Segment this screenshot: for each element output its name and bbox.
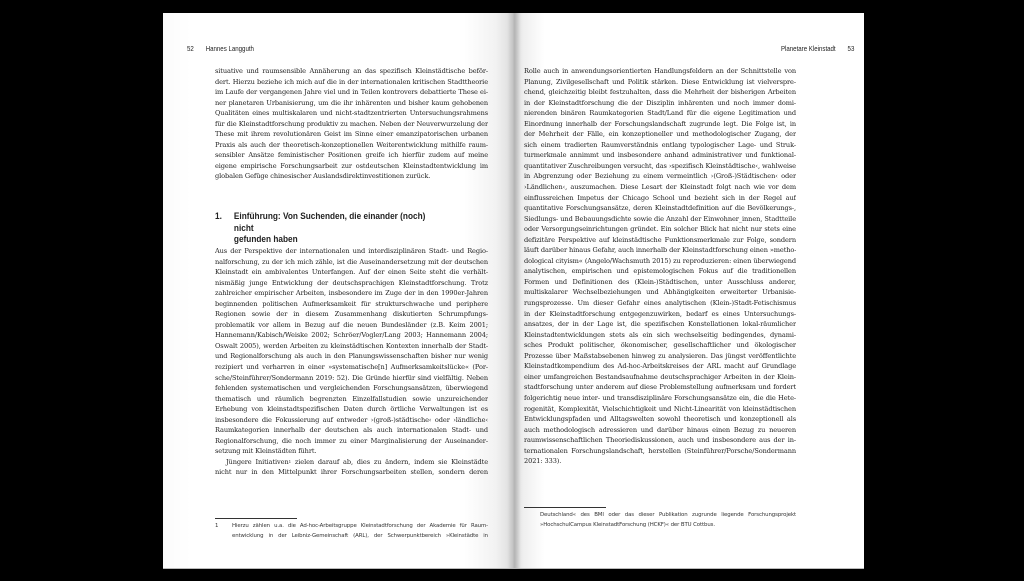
text-line: chend, gleichzeitig bleibt festzuhalten, dass die Mehrheit der bisherigen Arbeiten	[524, 88, 796, 97]
text-line: turmerkmale annimmt und insbesondere anhand administrativer und funktional-	[524, 151, 796, 160]
text-line: rezipiert und verharren in einer »systematische[n] Aufmerksamkeitslücke« (Por-	[215, 363, 488, 372]
text-line: in Abgrenzung oder Beziehung zu einem vermeintlich ›(Groß-)Städtischen‹ oder	[524, 172, 796, 181]
text-line: nicht nur in den Mittelpunkt ihrer Forschungsarbeiten stellen, sondern deren	[215, 468, 488, 477]
text-line: Praxis als auch der theoretisch-konzeptionellen Weiterentwicklung mithilfe raum-	[215, 140, 488, 149]
footnote-reference[interactable]: 1	[288, 458, 292, 464]
text-line: Kleinstadt ein ambivalentes Unterfangen. Auf der einen Seite steht die verhält-	[215, 268, 488, 277]
book-gutter	[507, 13, 521, 568]
footnote-continuation	[540, 510, 796, 530]
text-line: läuft darüber hinaus Gefahr, auch innerhalb der Kleinstadtforschung einen »metho-	[524, 246, 796, 255]
text-line: Erhebung von kleinstadtspezifischen Daten durch örtliche Verwaltungen ist es	[215, 405, 488, 414]
text-line: Entwicklungspfaden und Alltagswelten sowohl theoretisch und konzeptionell als	[524, 415, 796, 424]
text-line: 2021: 333).	[524, 457, 562, 466]
text-line: einer umfangreichen Bestandsaufnahme deutschsprachiger Arbeiten in der Klein-	[524, 372, 796, 381]
running-head-right	[781, 44, 854, 53]
text-line: Qualitäten eines multiskalaren und nicht-stadtzentrierten Untersuchungsrahmens	[215, 109, 488, 118]
text-line: für die Kleinstadtforschung produktiv zu machen. Neben der Neuverwurzelung der	[215, 119, 488, 128]
text-line: in der Kleinstadtforschung entgegenzuwirken, bedarf es eines Untersuchungs-	[524, 309, 796, 318]
text-line: ansatzes, der in der Lage ist, die spezifischen Konstellationen lokal-räumlicher	[524, 320, 796, 329]
text-line: Oswalt 2005), werden Arbeiten zu kleinstädtischen Kontexten innerhalb der Stadt-	[215, 341, 488, 350]
text-line: These mit ihrem revolutionären Geist im Sinne einer emanzipatorischen urbanen	[215, 130, 488, 139]
footnote-line: »HochschulCampus KleinstadtForschung (HCKF)« der BTU Cottbus.	[540, 522, 715, 528]
text-line: raumwissenschaftlichen Theoriediskussionen, auch und insbesondere aus der in-	[524, 436, 796, 445]
text-line: Aus der Perspektive der internationalen und interdisziplinären Stadt- und Regio-	[215, 247, 488, 255]
body-paragraph	[524, 66, 796, 467]
text-line: Kleinstadtkompendium des Ad-hoc-Arbeitskreises der ARL macht auf Grundlage	[524, 362, 796, 371]
text-line: fehlenden systematischen und vergleichenden Forschungsansätzen, überwiegend	[215, 384, 488, 393]
text-line: Planung, Zivilgesellschaft und Politik stärken. Diese Entwicklung ist vielverspre-	[524, 77, 796, 86]
intro-paragraph	[215, 66, 488, 182]
text-line: Regionalforschung, die noch immer zu einer Marginalisierung der Auseinander-	[215, 436, 488, 445]
running-head-title: Planetare Kleinstadt	[780, 44, 836, 53]
text-line: beginnenden politischen Aufmerksamkeit für strukturschwache und periphere	[215, 299, 488, 308]
text-line: sensibler Ansätze feministischer Positionen greife ich hierfür zudem auf meine	[215, 151, 488, 160]
text-line: ner planetaren Urbanisierung, um die ihr inhärenten und bisher kaum gehobenen	[215, 98, 488, 107]
text-line: nierenden binären Raumkategorien Stadt/Land für die eigene Legitimation und	[524, 109, 796, 118]
text-line: sches Produkt politischer, ökonomischer, gesellschaftlicher und ökologischer	[524, 341, 796, 350]
text-line: problematik vor allem in Bezug auf die neuen Bundesländer (z.B. Keim 2001;	[215, 320, 488, 329]
text-line: rogenität, Komplexität, Vielschichtigkeit und Nicht-Linearität von kleinstädtischen	[524, 404, 796, 413]
text-line: sche/Steinführer/Sondermann 2019: 52). Die Gründe hierfür sind vielfältig. Neben	[215, 373, 488, 382]
text-line: Rolle auch in anwendungsorientierten Handlungsfeldern an der Schnittstelle von	[524, 67, 796, 75]
text-line: auch methodologisch adressieren und darüber hinaus einen Bezug zu neueren	[524, 425, 796, 434]
text-line: sich einem tradierten Raumverständnis entlang typologischer Lage- und Struk-	[524, 140, 796, 149]
text-line: Einordnung innerhalb der Forschungslandschaft zugrunde legt. Die Folge ist, in	[524, 119, 796, 128]
running-head-left	[187, 44, 254, 53]
text-line: Formen und Definitionen des (Klein-)Städtischen, unter Ausschluss anderer,	[524, 277, 796, 286]
text-line: eigene empirische Forschungsarbeit zur ostdeutschen Kleinstadtentwicklung im	[215, 161, 488, 170]
footnote-line: Hierzu zählen u.a. die Ad-hoc-Arbeitsgruppe Kleinstadtforschung der Akademie für Raum-	[232, 523, 488, 529]
text-line: quantitativer Zuschreibungen versucht, das ›spezifisch Kleinstädtische‹, wahlweise	[524, 161, 796, 170]
text-line: Jüngere Initiativen$^1$ zielen darauf ab, dies zu ändern, indem sie Kleinstädte	[226, 457, 488, 466]
text-line: defizitäre Perspektive auf kleinstädtische Funktionsmerkmale zur Folge, sondern	[524, 235, 796, 244]
footnote	[215, 521, 488, 541]
text-line: in der Kleinstadtforschung die der Disziplin inhärenten und noch immer domi-	[524, 98, 796, 107]
text-line: quantitative Forschungsansätze, deren Kleinstadtdefinition auf die Bevölkerungs-,	[524, 204, 796, 213]
text-line: nalforschung, zu der ich mich zähle, ist die Auseinandersetzung mit der deutschen	[215, 257, 488, 266]
text-line: dological cityism« (Angelo/Wachsmuth 2015) zu reproduzieren: einen überwiegend	[524, 256, 796, 265]
text-line: rungsprozesse. Um dieser Gefahr eines analytischen (Klein-)Stadt-Fetischismus	[524, 299, 796, 308]
text-line: Prozesse über Maßstabsebenen hinweg zu analysieren. Das jüngst veröffentlichte	[524, 351, 796, 360]
running-head-author: Hannes Langguth	[205, 44, 254, 53]
text-line: zahlreicher empirischer Arbeiten, insbesondere im Zuge der in den 1990er-Jahren	[215, 289, 488, 298]
footnote-rule	[215, 518, 297, 519]
text-line: Kleinstadtentwicklungen stets als ein sich wechselseitig bedingendes, dynami-	[524, 330, 796, 339]
text-line: und Regionalforschung als auch in den Planungswissenschaften bisher nur wenig	[215, 352, 488, 361]
text-line: im Laufe der vergangenen Jahre viel und in Teilen kontrovers debattierte These ei-	[215, 88, 488, 97]
section-paragraph	[215, 246, 488, 478]
text-line: globalen Gefüge chinesischer Auslandsdirektinvestitionen zurück.	[215, 172, 431, 181]
footnote-number: 1	[215, 523, 219, 529]
book-spread	[163, 13, 864, 568]
page-number: 53	[847, 44, 854, 53]
text-line: ›Ländlichen‹, auszumachen. Diese Lesart der Kleinstadt folgt nach wie vor dem	[524, 183, 796, 192]
text-line: multiskalarer Wechselbeziehungen und Abhängigkeiten erweiterter Urbanisie-	[524, 288, 796, 297]
text-line: stadtforschung unter anderem auf diese Problemstellung aufmerksam und fordert	[524, 383, 796, 392]
footnote-line: entwicklung in der Leibniz-Gemeinschaft (ARL), der Schwerpunktbereich »Kleinstädte in	[232, 533, 488, 539]
section-number: 1.	[215, 211, 222, 222]
text-line: Siedlungs- und Bebauungsdichte sowie die Anzahl der Einwohner_innen, Stadtteile	[524, 214, 796, 223]
text-line: folgerichtig neue inter- und transdisziplinäre Forschungsansätze ein, die die Hete-	[524, 393, 796, 402]
text-line: ternationalen Forschungslandschaft, herstellen (Steinführer/Porsche/Sondermann	[524, 446, 796, 455]
text-line: oder Versorgungseinrichtungen gründet. Ein solcher Blick hat nicht nur stets eine	[524, 225, 796, 234]
section-heading	[215, 211, 439, 246]
text-line: Hannemann/Kabisch/Weiske 2002; Schröer/Vogler/Lang 2003; Hannemann 2004;	[215, 331, 488, 340]
footnote-rule	[524, 507, 606, 508]
text-line: einflussreichen Impetus der Chicago School und bezieht sich in der Regel auf	[524, 193, 796, 202]
right-page	[513, 13, 864, 568]
text-line: insbesondere die Fokussierung auf entweder ›(groß-)städtische‹ oder ›ländliche‹	[215, 415, 488, 424]
text-line: der Mehrheit der Fälle, ein konzeptioneller und methodologischer Zugang, der	[524, 130, 796, 139]
section-title-line-1: Einführung: Von Suchenden, die einander (noch) nicht	[233, 211, 426, 234]
text-line: setzung mit Kleinstädten führt.	[215, 447, 317, 456]
text-line: dert. Hierzu beziehe ich mich auf die in der internationalen kritischen Stadttheorie	[215, 77, 488, 86]
text-line: thematisch und räumlich begrenzten Einzelfallstudien sowie unzureichender	[215, 394, 488, 403]
text-line: analytischen, empirischen und epistemologischen Fokus auf die traditionellen	[524, 267, 796, 276]
left-page	[163, 13, 513, 568]
footnote-line: Deutschland« des BMI oder das dieser Publikation zugrunde liegende Forschungsprojekt	[540, 512, 796, 518]
text-line: nismäßig junge Entwicklung der deutschsprachigen Kleinstadtforschung. Trotz	[215, 278, 488, 287]
section-title-line-2: gefunden haben	[233, 234, 298, 245]
text-line: situative und raumsensible Annäherung an das spezifisch Kleinstädtische beför-	[215, 67, 488, 75]
text-line: Raumkategorien innerhalb der deutschen als auch internationalen Stadt- und	[215, 426, 488, 435]
text-line: Regionen sowie der in diesem Zusammenhang diskutierten Schrumpfungs-	[215, 310, 488, 319]
page-number: 52	[187, 44, 194, 53]
